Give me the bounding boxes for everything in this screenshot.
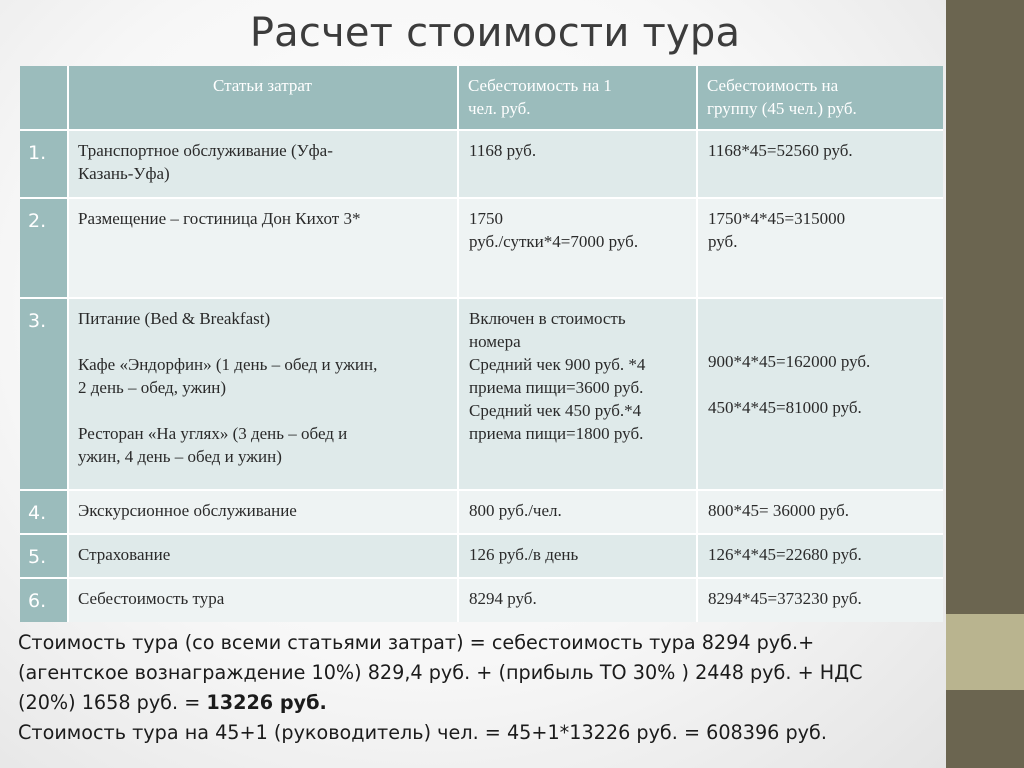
row-number: 4. [20,490,67,534]
cost-item: Питание (Bed & Breakfast) Кафе «Эндорфин» (1 день – обед и ужин, 2 день – обед, ужин) Ресторан «На углях» (3 день – обед и ужин, 4 день – обед и ужин) [67,298,458,490]
table-divider [20,489,943,491]
table-divider [20,297,943,299]
side-decor-accent [946,614,1024,690]
cost-item: Себестоимость тура [67,578,458,622]
cost-item: Транспортное обслуживание (Уфа- Казань-Уфа) [67,130,458,198]
cost-per-person: Включен в стоимость номера Средний чек 900 руб. *4 приема пищи=3600 руб. Средний чек 450 руб.*4 приема пищи=1800 руб. [458,298,697,490]
row-number: 6. [20,578,67,622]
table-divider [457,66,459,622]
number-column-header [20,66,67,130]
table-row [20,578,943,622]
table-header [67,66,943,130]
summary-line: (агентское вознаграждение 10%) 829,4 руб. + (прибыль ТО 30% ) 2448 руб. + НДС [18,661,863,684]
table-divider [20,129,943,131]
summary-line [18,688,938,718]
header-cost-per-group: Себестоимость на группу (45 чел.) руб. [697,66,943,130]
cost-per-person: 126 руб./в день [458,534,697,578]
summary-line: Стоимость тура (со всеми статьями затрат) = себестоимость тура 8294 руб.+ [18,631,815,654]
cost-per-person: 800 руб./чел. [458,490,697,534]
cost-per-group: 800*45= 36000 руб. [697,490,943,534]
cost-item: Размещение – гостиница Дон Кихот 3* [67,198,458,298]
cost-per-person: 1168 руб. [458,130,697,198]
slide-title: Расчет стоимости тура [249,10,741,56]
summary-text: (20%) 1658 руб. = [18,691,207,714]
cost-per-group: 900*4*45=162000 руб. 450*4*45=81000 руб. [697,298,943,490]
cost-summary [18,628,938,748]
cost-per-person: 8294 руб. [458,578,697,622]
table-divider [67,66,69,622]
header-cost-items: Статьи затрат [67,66,458,130]
cost-per-group: 1168*45=52560 руб. [697,130,943,198]
header-cost-per-person: Себестоимость на 1 чел. руб. [458,66,697,130]
table-row [20,490,943,534]
table-row [20,130,943,198]
cost-per-person: 1750 руб./сутки*4=7000 руб. [458,198,697,298]
table-divider [20,197,943,199]
table-divider [20,577,943,579]
tour-price-total: 13226 руб. [206,691,327,714]
cost-per-group: 126*4*45=22680 руб. [697,534,943,578]
cost-per-group: 1750*4*45=315000 руб. [697,198,943,298]
table-divider [696,66,698,622]
row-number: 3. [20,298,67,490]
row-number: 2. [20,198,67,298]
cost-per-group: 8294*45=373230 руб. [697,578,943,622]
summary-line: Стоимость тура на 45+1 (руководитель) чел. = 45+1*13226 руб. = 608396 руб. [18,721,827,744]
cost-item: Экскурсионное обслуживание [67,490,458,534]
row-number: 1. [20,130,67,198]
table-row [20,298,943,490]
table-divider [20,533,943,535]
row-number: 5. [20,534,67,578]
table-row [20,534,943,578]
table-row [20,198,943,298]
cost-item: Страхование [67,534,458,578]
